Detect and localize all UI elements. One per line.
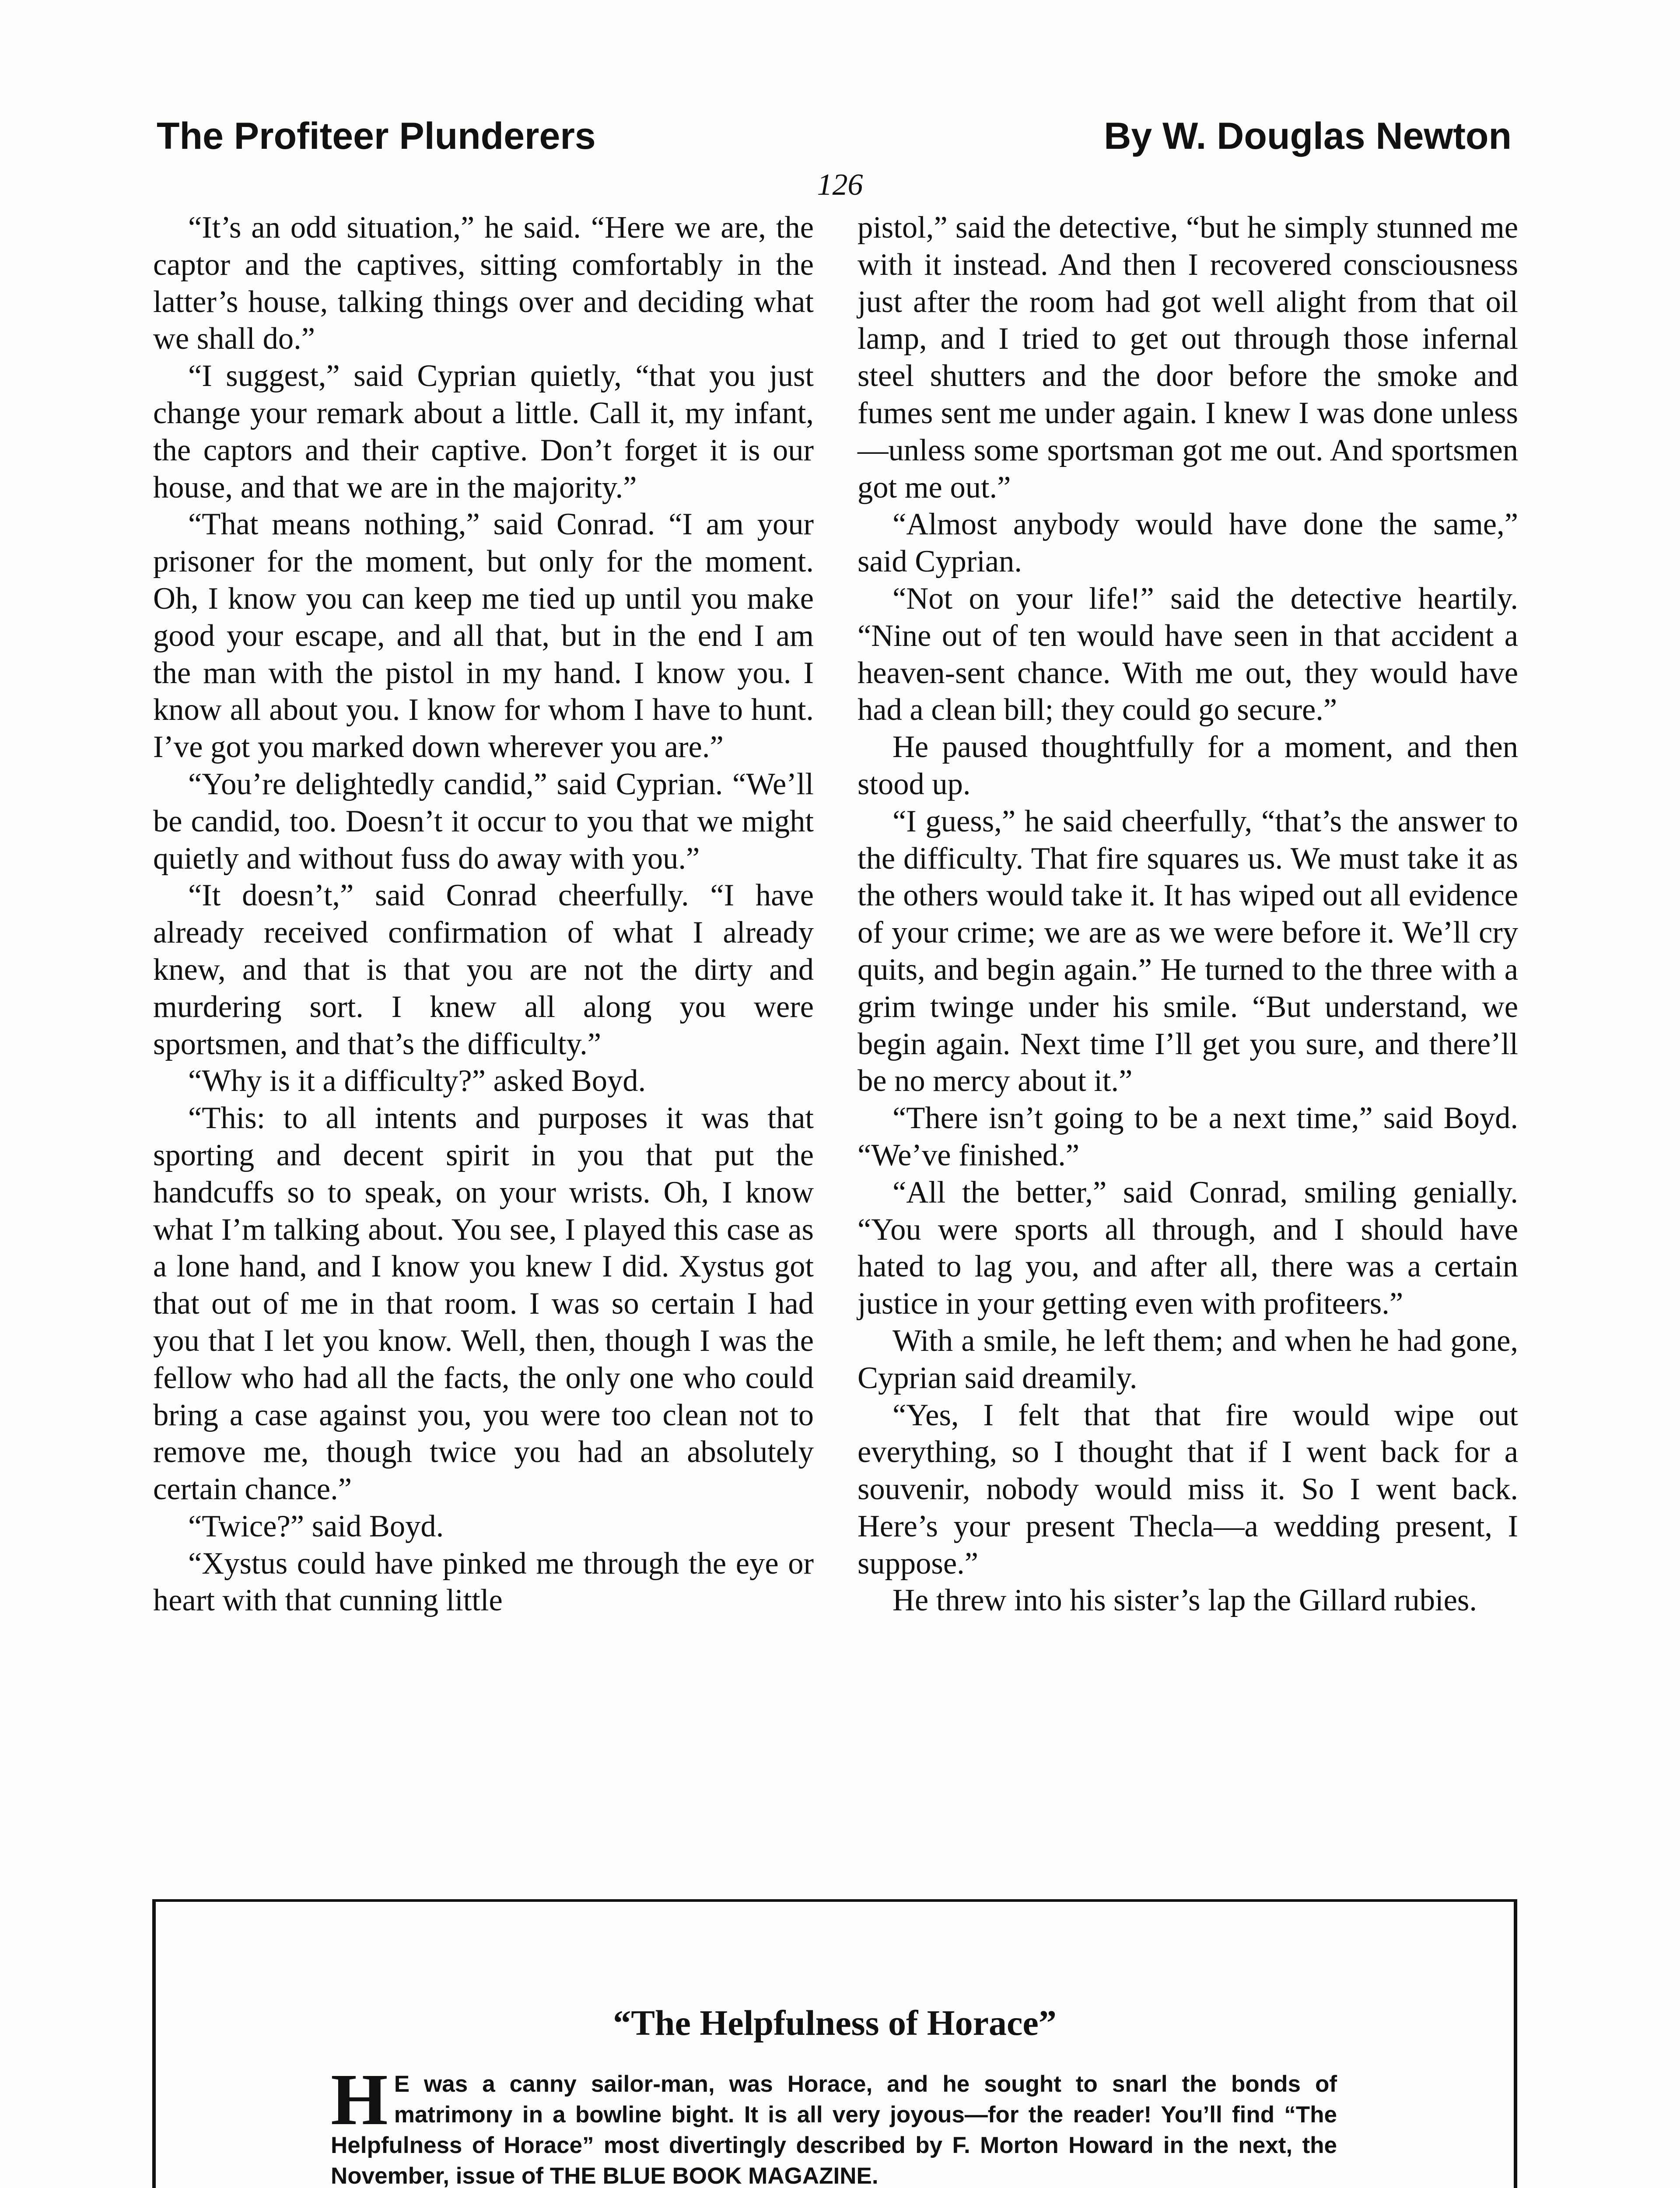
next-issue-notice-box [152,1899,1517,2188]
paragraph: “Not on your life!” said the detective heartily. “Nine out of ten would have seen in that accident a heaven-sent chance. With me out, they would have had a clean bill; they could go secure.” [858,581,1518,727]
page-number: 126 [817,168,863,202]
paragraph: “Why is it a difficulty?” asked Boyd. [188,1064,646,1098]
paragraph: “Twice?” said Boyd. [188,1509,444,1543]
paragraph: “Almost anybody would have done the same,” said Cyprian. [858,507,1518,579]
paragraph: “It’s an odd situation,” he said. “Here we are, the captor and the captives, sitting comfortably in the latter’s house, talking things over and deciding what we shall do.” [153,210,814,356]
paragraph: “There isn’t going to be a next time,” said Boyd. “We’ve finished.” [858,1101,1518,1172]
story-title: The Profiteer Plunderers [157,115,596,157]
paragraph: “I guess,” he said cheerfully, “that’s the answer to the difficulty. That fire squares us. We must take it as the others would take it. It has wiped out all evidence of your crime; we are as we were before it. We’ll cry quits, and begin again.” He turned to the three with a grim twinge under his smile. “But understand, we begin again. Next time I’ll get you sure, and there’ll be no mercy about it.” [858,804,1518,1098]
notice-title: “The Helpfulness of Horace” [613,2003,1057,2043]
right-text-column [858,209,1518,1619]
paragraph: With a smile, he left them; and when he had gone, Cyprian said dreamily. [858,1323,1518,1395]
paragraph: He paused thoughtfully for a moment, and then stood up. [858,730,1518,801]
paragraph: “You’re delightedly candid,” said Cyprian. “We’ll be candid, too. Doesn’t it occur to you that we might quietly and without fuss do away with you.” [153,767,814,876]
paragraph-continued: pistol,” said the detective, “but he simply stunned me with it instead. And then I recovered consciousness just after the room had got well alight from that oil lamp, and I tried to get out through those infernal steel shutters and the door before the smoke and fumes sent me under again. I knew I was done unless—unless some sportsman got me out. And sportsmen got me out.” [858,210,1518,505]
paragraph: He threw into his sister’s lap the Gillard rubies. [892,1583,1477,1618]
paragraph: “It doesn’t,” said Conrad cheerfully. “I have already received confirmation of what I already knew, and that is that you are not the dirty and murdering sort. I knew all along you were sportsmen, and that’s the difficulty.” [153,878,814,1061]
paragraph: “That means nothing,” said Conrad. “I am your prisoner for the moment, but only for the moment. Oh, I know you can keep me tied up until you make good your escape, and all that, but in the end I am the man with the pistol in my hand. I know you. I know all about you. I know for whom I have to hunt. I’ve got you marked down wherever you are.” [153,507,814,764]
story-author: By W. Douglas Newton [1104,115,1512,157]
notice-body [331,2059,1337,2188]
paragraph: “All the better,” said Conrad, smiling genially. “You were sports all through, and I should have hated to lag you, and after all, there was a certain justice in your getting even with profiteers.” [858,1175,1518,1321]
paragraph: “This: to all intents and purposes it was that sporting and decent spirit in you that put the handcuffs so to speak, on your wrists. Oh, I know what I’m talking about. You see, I played this case as a lone hand, and I know you knew I did. Xystus got that out of me in that room. I was so certain I had you that I let you know. Well, then, though I was the fellow who had all the facts, the only one who could bring a case against you, you were too clean not to remove me, though twice you had an absolutely certain chance.” [153,1101,814,1507]
notice-text: E was a canny sailor-man, was Horace, and he sought to snarl the bonds of matrimony in a bowline bight. It is all very joyous—for the reader! You’ll find “The Helpfulness of Horace” most divertingly described by F. Morton Howard in the next, the November, issue of THE BLUE BOOK MAGAZINE. [331,2071,1337,2188]
left-text-column [153,209,814,1619]
drop-cap: H [331,2059,388,2140]
paragraph: “Yes, I felt that that fire would wipe out everything, so I thought that if I went back for a souvenir, nobody would miss it. So I went back. Here’s your present Thecla—a wedding present, I suppose.” [858,1398,1518,1581]
paragraph: “Xystus could have pinked me through the eye or heart with that cunning little [153,1546,814,1618]
paragraph: “I suggest,” said Cyprian quietly, “that you just change your remark about a little. Call it, my infant, the captors and their captive. Don’t forget it is our house, and that we are in the majority.” [153,359,814,505]
